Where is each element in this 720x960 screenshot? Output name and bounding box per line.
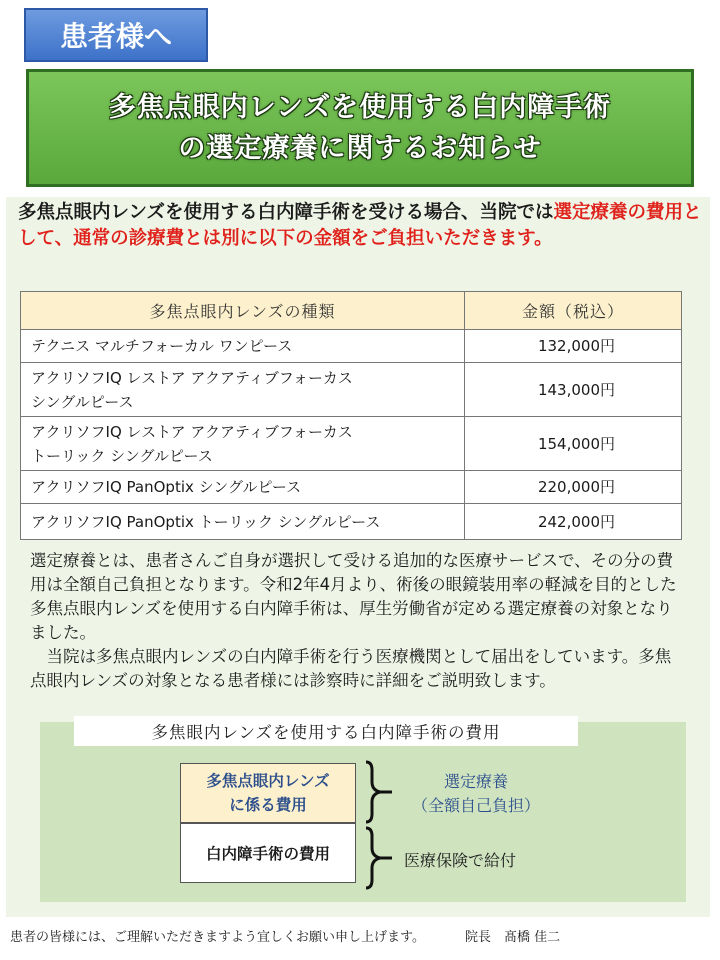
- page-title: [26, 69, 694, 187]
- lens-cost-box-line-1: 多焦点眼内レンズ: [206, 772, 330, 790]
- lens-price: 242,000円: [465, 504, 682, 540]
- lens-price: 154,000円: [465, 417, 682, 471]
- cost-diagram-heading: 多焦眼内レンズを使用する白内障手術の費用: [74, 716, 578, 746]
- insurance-label: 医療保険で給付: [404, 851, 517, 870]
- intro-text-red: 選定療養の費用として、通常の診療費とは別に以下の金額をご負担いただきます。: [18, 202, 702, 249]
- lens-price: 220,000円: [465, 471, 682, 504]
- table-row: [21, 504, 682, 540]
- lens-name: アクリソフIQ レストア アクアティブフォーカス シングルピース: [21, 363, 465, 417]
- signature: 院長 髙橋 佳二: [464, 930, 561, 945]
- title-line-2: の選定療養に関するお知らせ: [178, 133, 542, 164]
- lens-price-table: [20, 291, 682, 540]
- table-row: [21, 363, 682, 417]
- table-row: [21, 417, 682, 471]
- footer-message: 患者の皆様には、ご理解いただきますよう宜しくお願い申し上げます。: [10, 930, 425, 945]
- column-header-type: 多焦点眼内レンズの種類: [21, 292, 465, 330]
- column-header-price: 金額（税込）: [465, 292, 682, 330]
- surgery-cost-box: 白内障手術の費用: [180, 823, 356, 883]
- lens-cost-box-line-2: に係る費用: [229, 796, 307, 814]
- lens-name: テクニス マルチフォーカル ワンピース: [21, 330, 465, 363]
- table-row: [21, 471, 682, 504]
- intro-text-black: 多焦点眼内レンズを使用する白内障手術を受ける場合、当院では: [18, 202, 554, 223]
- selective-care-label: [396, 770, 556, 818]
- selective-care-label-line-2: （全額自己負担）: [411, 796, 540, 815]
- description-paragraph-1: 選定療養とは、患者さんご自身が選択して受ける追加的な医療サービスで、その分の費用は全額自己負担となります。令和2年4月より、術後の眼鏡装用率の軽減を目的とした多焦点眼内レンズを使用する白内障手術は、厚生労働省が定める選定療養の対象となりました。: [30, 551, 677, 642]
- footer: [10, 926, 710, 945]
- intro-text: [18, 200, 708, 252]
- lens-name: アクリソフIQ PanOptix シングルピース: [21, 471, 465, 504]
- lens-cost-box: [180, 763, 356, 823]
- description-paragraph-2: 当院は多焦点眼内レンズの白内障手術を行う医療機関として届出をしています。多焦点眼内レンズの対象となる患者様には診察時に詳細をご説明致します。: [30, 647, 672, 690]
- audience-tag: 患者様へ: [24, 8, 208, 62]
- selective-care-label-line-1: 選定療養: [443, 772, 508, 791]
- title-line-1: 多焦点眼内レンズを使用する白内障手術: [108, 92, 612, 123]
- table-header-row: [21, 292, 682, 330]
- lens-price: 143,000円: [465, 363, 682, 417]
- lens-price: 132,000円: [465, 330, 682, 363]
- lens-name: アクリソフIQ PanOptix トーリック シングルピース: [21, 504, 465, 540]
- description: [30, 549, 686, 693]
- table-row: [21, 330, 682, 363]
- lens-name: アクリソフIQ レストア アクアティブフォーカス トーリック シングルピース: [21, 417, 465, 471]
